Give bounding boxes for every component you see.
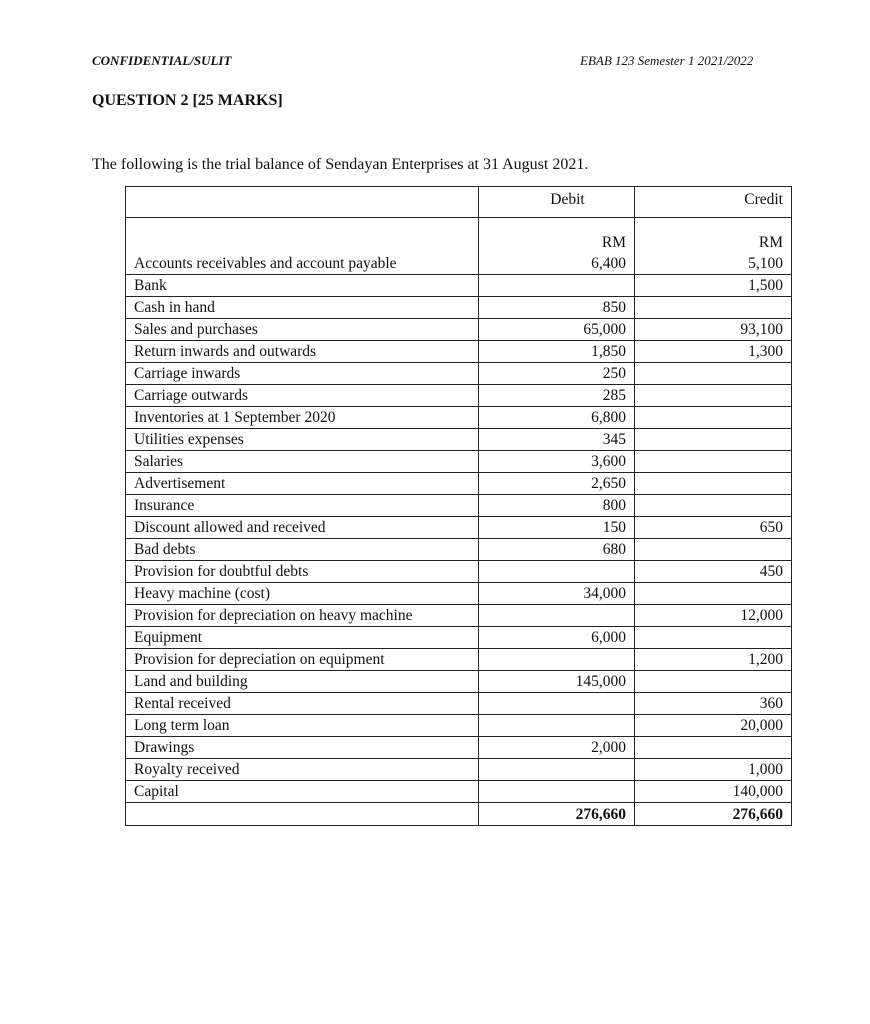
debit-cell: 2,000 — [479, 737, 635, 759]
credit-cell: 1,500 — [635, 275, 792, 297]
credit-cell: 360 — [635, 693, 792, 715]
credit-cell: 1,300 — [635, 341, 792, 363]
account-name-cell: Salaries — [126, 451, 479, 473]
credit-cell — [635, 297, 792, 319]
debit-cell — [479, 781, 635, 803]
table-row — [126, 341, 792, 363]
table-row — [126, 517, 792, 539]
account-name-cell: Drawings — [126, 737, 479, 759]
table-row — [126, 253, 792, 275]
account-name-cell: Provision for depreciation on heavy machine — [126, 605, 479, 627]
debit-cell: 145,000 — [479, 671, 635, 693]
credit-cell — [635, 429, 792, 451]
credit-cell: 20,000 — [635, 715, 792, 737]
debit-cell: 150 — [479, 517, 635, 539]
debit-cell: 34,000 — [479, 583, 635, 605]
debit-cell: 3,600 — [479, 451, 635, 473]
account-name-cell: Bad debts — [126, 539, 479, 561]
table-row — [126, 407, 792, 429]
total-debit-cell: 276,660 — [479, 803, 635, 826]
table-row — [126, 605, 792, 627]
table-row — [126, 363, 792, 385]
account-name-cell: Discount allowed and received — [126, 517, 479, 539]
unit-row — [126, 218, 792, 254]
debit-cell: 850 — [479, 297, 635, 319]
table-row — [126, 561, 792, 583]
account-name-cell: Cash in hand — [126, 297, 479, 319]
credit-cell: 450 — [635, 561, 792, 583]
credit-cell — [635, 385, 792, 407]
account-name-cell: Capital — [126, 781, 479, 803]
total-label-cell — [126, 803, 479, 826]
table-row — [126, 385, 792, 407]
debit-header: Debit — [479, 187, 635, 218]
account-name-cell: Royalty received — [126, 759, 479, 781]
account-name-cell: Accounts receivables and account payable — [126, 253, 479, 275]
debit-cell: 6,800 — [479, 407, 635, 429]
credit-cell: 93,100 — [635, 319, 792, 341]
table-row — [126, 649, 792, 671]
account-name-cell: Advertisement — [126, 473, 479, 495]
debit-cell — [479, 715, 635, 737]
table-row — [126, 627, 792, 649]
account-name-cell: Provision for doubtful debts — [126, 561, 479, 583]
account-name-cell: Insurance — [126, 495, 479, 517]
debit-cell — [479, 693, 635, 715]
debit-cell — [479, 759, 635, 781]
debit-cell: 285 — [479, 385, 635, 407]
account-name-cell: Long term loan — [126, 715, 479, 737]
account-name-cell: Land and building — [126, 671, 479, 693]
credit-cell — [635, 451, 792, 473]
table-row — [126, 781, 792, 803]
debit-cell: 65,000 — [479, 319, 635, 341]
table-row — [126, 737, 792, 759]
debit-cell: 1,850 — [479, 341, 635, 363]
unit-blank-cell — [126, 218, 479, 254]
header-blank-cell — [126, 187, 479, 218]
credit-cell — [635, 583, 792, 605]
table-header-row — [126, 187, 792, 218]
table-row — [126, 451, 792, 473]
credit-cell — [635, 473, 792, 495]
account-name-cell: Return inwards and outwards — [126, 341, 479, 363]
table-row — [126, 693, 792, 715]
credit-cell — [635, 407, 792, 429]
account-name-cell: Utilities expenses — [126, 429, 479, 451]
account-name-cell: Bank — [126, 275, 479, 297]
account-name-cell: Rental received — [126, 693, 479, 715]
debit-cell: 800 — [479, 495, 635, 517]
table-row — [126, 539, 792, 561]
course-code-label: EBAB 123 Semester 1 2021/2022 — [580, 53, 754, 68]
total-row — [126, 803, 792, 826]
credit-cell: 5,100 — [635, 253, 792, 275]
trial-balance-table — [125, 186, 792, 826]
credit-cell — [635, 495, 792, 517]
debit-cell — [479, 605, 635, 627]
debit-cell — [479, 275, 635, 297]
total-credit-cell: 276,660 — [635, 803, 792, 826]
table-row — [126, 275, 792, 297]
table-row — [126, 583, 792, 605]
credit-cell — [635, 627, 792, 649]
question-title: QUESTION 2 [25 MARKS] — [92, 92, 283, 109]
account-name-cell: Inventories at 1 September 2020 — [126, 407, 479, 429]
credit-cell — [635, 539, 792, 561]
debit-cell: 345 — [479, 429, 635, 451]
debit-cell: 2,650 — [479, 473, 635, 495]
credit-cell — [635, 737, 792, 759]
credit-cell — [635, 671, 792, 693]
table-row — [126, 715, 792, 737]
debit-cell — [479, 649, 635, 671]
credit-header: Credit — [635, 187, 792, 218]
table-row — [126, 495, 792, 517]
credit-cell: 140,000 — [635, 781, 792, 803]
account-name-cell: Carriage inwards — [126, 363, 479, 385]
account-name-cell: Carriage outwards — [126, 385, 479, 407]
confidential-label: CONFIDENTIAL/SULIT — [92, 53, 232, 68]
table-row — [126, 319, 792, 341]
credit-unit: RM — [635, 218, 792, 254]
table-row — [126, 759, 792, 781]
credit-cell: 1,000 — [635, 759, 792, 781]
credit-cell: 12,000 — [635, 605, 792, 627]
debit-cell: 6,400 — [479, 253, 635, 275]
debit-cell: 6,000 — [479, 627, 635, 649]
question-intro: The following is the trial balance of Sendayan Enterprises at 31 August 2021. — [92, 156, 589, 173]
account-name-cell: Sales and purchases — [126, 319, 479, 341]
debit-cell: 680 — [479, 539, 635, 561]
table-row — [126, 473, 792, 495]
table-row — [126, 429, 792, 451]
account-name-cell: Heavy machine (cost) — [126, 583, 479, 605]
debit-cell — [479, 561, 635, 583]
table-row — [126, 671, 792, 693]
debit-unit: RM — [479, 218, 635, 254]
credit-cell — [635, 363, 792, 385]
account-name-cell: Provision for depreciation on equipment — [126, 649, 479, 671]
debit-cell: 250 — [479, 363, 635, 385]
credit-cell: 1,200 — [635, 649, 792, 671]
table-row — [126, 297, 792, 319]
account-name-cell: Equipment — [126, 627, 479, 649]
credit-cell: 650 — [635, 517, 792, 539]
